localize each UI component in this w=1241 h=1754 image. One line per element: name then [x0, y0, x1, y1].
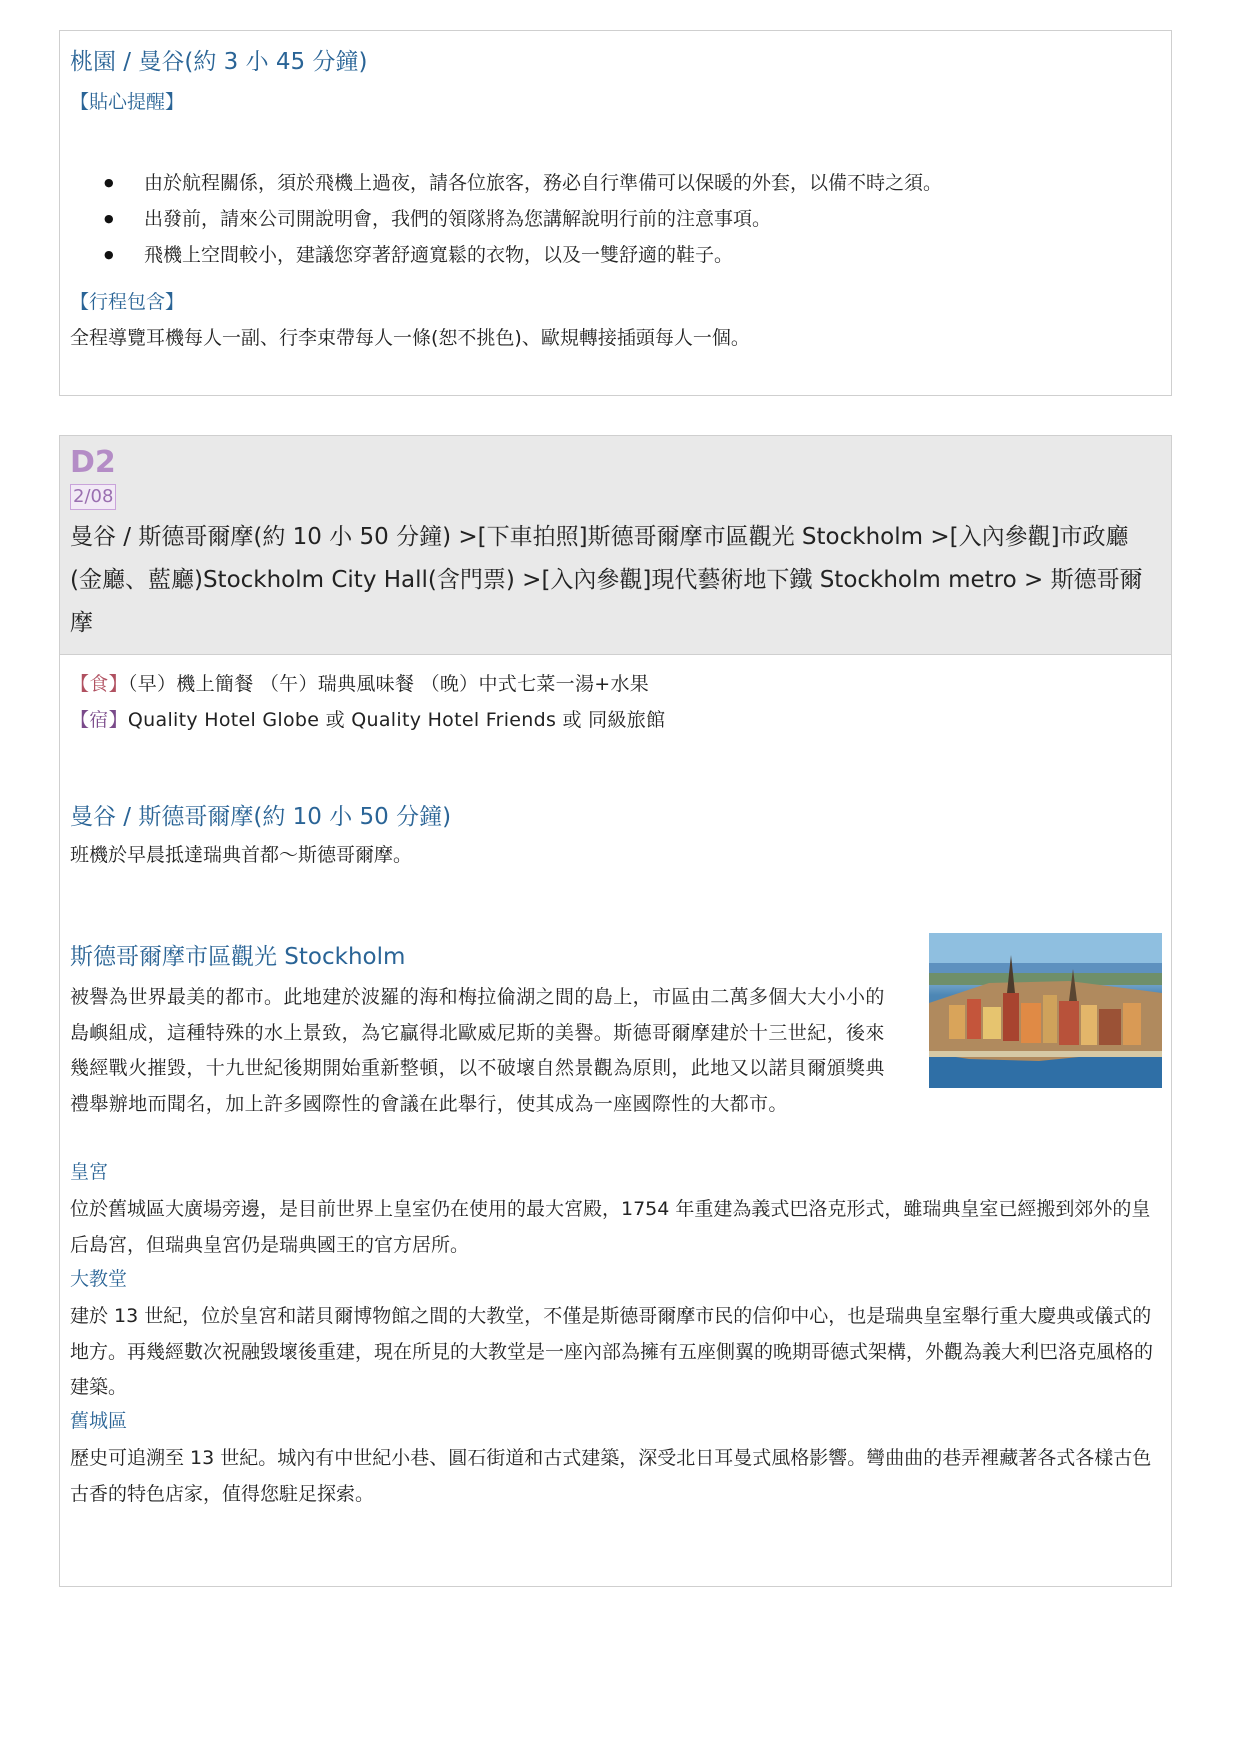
city-title: 斯德哥爾摩市區觀光 Stockholm — [70, 944, 406, 970]
stockholm-photo — [929, 933, 1162, 1088]
meal-line — [70, 666, 649, 702]
leg2-title: 曼谷 / 斯德哥爾摩(約 10 小 50 分鐘) — [70, 804, 452, 830]
hotel-text: Quality Hotel Globe 或 Quality Hotel Friends 或 同級旅館 — [127, 709, 666, 731]
hotel-line — [70, 702, 665, 738]
day-header — [60, 436, 1171, 655]
hotel-tag: 【宿】 — [70, 709, 128, 731]
day-label: D2 — [70, 445, 116, 480]
leg1-section — [59, 30, 1172, 396]
inclusions-label: 【行程包含】 — [70, 291, 185, 313]
cathedral-title: 大教堂 — [70, 1268, 128, 1290]
meal-tag: 【食】 — [70, 673, 128, 695]
city-desc: 被譽為世界最美的都市。此地建於波羅的海和梅拉倫湖之間的島上，市區由二萬多個大大小小的島嶼組成，這種特殊的水上景致，為它贏得北歐威尼斯的美譽。斯德哥爾摩建於十三世紀，後來幾經戰火摧毀，十九世紀後期開始重新整頓，以不破壞自然景觀為原則，此地又以諾貝爾頒獎典禮舉辦地而聞名，加上許多國際性的會議在此舉行，使其成為一座國際性的大都市。 — [70, 986, 885, 1115]
oldtown-title: 舊城區 — [70, 1410, 128, 1432]
oldtown-desc: 歷史可追溯至 13 世紀。城內有中世紀小巷、圓石街道和古式建築，深受北日耳曼式風格影響。彎曲曲的巷弄裡藏著各式各樣古色古香的特色店家，值得您駐足探索。 — [70, 1447, 1152, 1505]
list-item: ● 飛機上空間較小，建議您穿著舒適寬鬆的衣物，以及一雙舒適的鞋子。 — [100, 237, 1150, 273]
cathedral-desc: 建於 13 世紀，位於皇宮和諾貝爾博物館之間的大教堂，不僅是斯德哥爾摩市民的信仰中心，也是瑞典皇室舉行重大慶典或儀式的地方。再幾經數次祝融毀壞後重建，現在所見的大教堂是一座內部為擁有五座側翼的晚期哥德式架構，外觀為義大利巴洛克風格的建築。 — [70, 1305, 1154, 1398]
day2-section — [59, 435, 1172, 1587]
list-item: ● 由於航程關係，須於飛機上過夜，請各位旅客，務必自行準備可以保暖的外套，以備不時之須。 — [100, 165, 1150, 201]
meal-text: （早）機上簡餐 （午）瑞典風味餐 （晚）中式七菜一湯+水果 — [127, 673, 650, 695]
leg1-title: 桃園 / 曼谷(約 3 小 45 分鐘) — [70, 49, 368, 75]
leg2-desc: 班機於早晨抵達瑞典首都～斯德哥爾摩。 — [70, 844, 413, 866]
list-item: ● 出發前，請來公司開說明會，我們的領隊將為您講解說明行前的注意事項。 — [100, 201, 1150, 237]
day-date: 2/08 — [70, 484, 116, 510]
inclusions-text: 全程導覽耳機每人一副、行李束帶每人一條(恕不挑色)、歐規轉接插頭每人一個。 — [70, 327, 750, 349]
palace-title: 皇宮 — [70, 1161, 109, 1183]
tips-list — [100, 165, 1150, 273]
tips-label: 【貼心提醒】 — [70, 91, 185, 113]
stockholm-photo-graphic — [929, 933, 1162, 1088]
palace-desc: 位於舊城區大廣場旁邊，是目前世界上皇室仍在使用的最大宮殿，1754 年重建為義式巴洛克形式，雖瑞典皇室已經搬到郊外的皇后島宮，但瑞典皇宮仍是瑞典國王的官方居所。 — [70, 1198, 1151, 1256]
route-summary: 曼谷 / 斯德哥爾摩(約 10 小 50 分鐘) >[下車拍照]斯德哥爾摩市區觀光 Stockholm >[入內參觀]市政廳(金廳、藍廳)Stockholm City Hall(含門票) >[入內參觀]現代藝術地下鐵 Stockholm metro > 斯德哥爾摩 — [70, 524, 1143, 636]
